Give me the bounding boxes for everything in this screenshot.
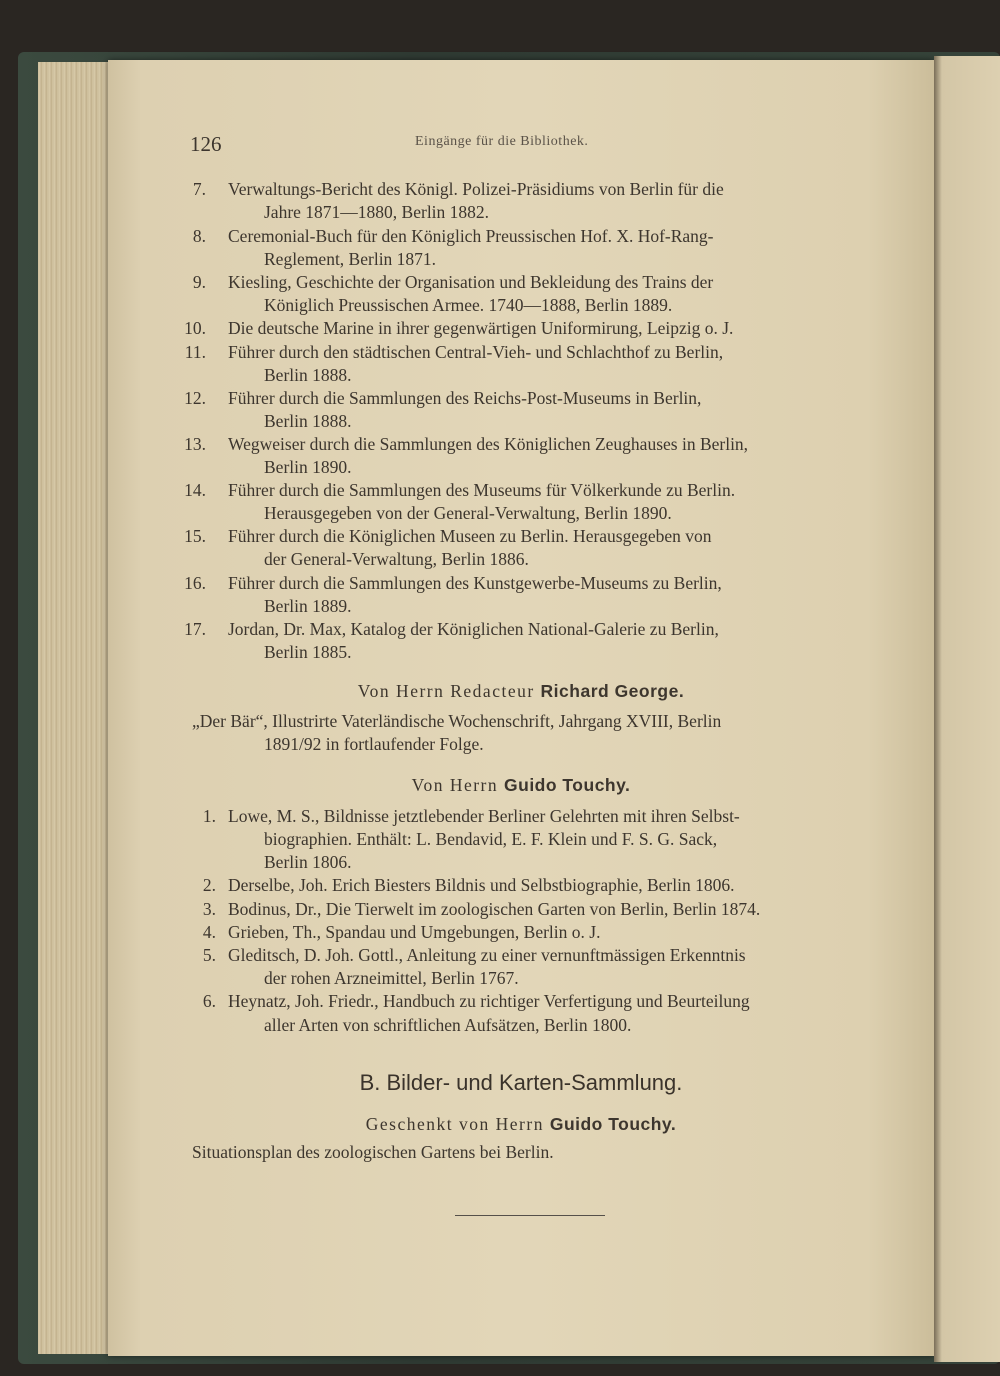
list-item-number: 4. — [202, 922, 216, 942]
list-item-number: 6. — [202, 991, 216, 1011]
list-item-line: Berlin 1890. — [264, 457, 352, 477]
list-item-line: Herausgegeben von der General-Verwaltung, Berlin 1890. — [264, 503, 672, 523]
donor-name: Richard George. — [540, 681, 685, 701]
list-item-line: Jordan, Dr. Max, Katalog der Königlichen National-Galerie zu Berlin, — [228, 619, 719, 639]
list-item-line: Berlin 1885. — [264, 642, 352, 662]
donor-heading-george — [108, 680, 934, 702]
donor-heading-touchy-2 — [108, 1113, 934, 1135]
list-item-number: 15. — [184, 526, 206, 546]
list-item-line: Jahre 1871—1880, Berlin 1882. — [264, 202, 490, 222]
list-item-line: Lowe, M. S., Bildnisse jetztlebender Berliner Gelehrten mit ihren Selbst- — [228, 806, 740, 826]
list-item-line: Grieben, Th., Spandau und Umgebungen, Berlin o. J. — [228, 922, 601, 942]
list-item-line: der rohen Arzneimittel, Berlin 1767. — [264, 968, 519, 988]
page-number: 126 — [190, 132, 222, 156]
list-item-line: Führer durch die Sammlungen des Reichs-Post-Museums in Berlin, — [228, 388, 702, 408]
section-heading: B. Bilder- und Karten-Sammlung. — [359, 1070, 683, 1095]
list-item-line: Die deutsche Marine in ihrer gegenwärtigen Uniformirung, Leipzig o. J. — [228, 318, 734, 338]
list-item-line: Berlin 1888. — [264, 411, 352, 431]
donor-name: Guido Touchy. — [549, 1114, 677, 1134]
donor-heading-touchy — [108, 774, 934, 796]
end-rule — [455, 1215, 605, 1216]
list-item-line: Wegweiser durch die Sammlungen des Königlichen Zeughauses in Berlin, — [228, 434, 749, 454]
donor-prefix: Von Herrn Redacteur — [357, 681, 541, 701]
list-item-line: Verwaltungs-Bericht des Königl. Polizei-Präsidiums von Berlin für die — [228, 179, 724, 199]
list-item-line: Reglement, Berlin 1871. — [264, 249, 437, 269]
list-item-number: 10. — [184, 318, 206, 338]
list-item-number: 13. — [184, 434, 206, 454]
list-item-number: 1. — [202, 806, 216, 826]
list-item-line: Berlin 1806. — [264, 852, 352, 872]
list-item-line: Führer durch die Sammlungen des Kunstgewerbe-Museums zu Berlin, — [228, 573, 722, 593]
list-item-line: Führer durch die Königlichen Museen zu Berlin. Herausgegeben von — [228, 526, 712, 546]
list-item-number: 14. — [184, 480, 206, 500]
list-item-line: Kiesling, Geschichte der Organisation und Bekleidung des Trains der — [228, 272, 714, 292]
list-item-number: 5. — [202, 945, 216, 965]
entry-situationsplan: Situationsplan des zoologischen Gartens bei Berlin. — [192, 1142, 554, 1162]
list-item-number: 7. — [192, 179, 206, 199]
list-item-number: 16. — [184, 573, 206, 593]
list-item-number: 17. — [184, 619, 206, 639]
list-item-line: Königlich Preussischen Armee. 1740—1888, Berlin 1889. — [264, 295, 673, 315]
list-item-number: 2. — [202, 875, 216, 895]
donor-name: Guido Touchy. — [504, 775, 631, 795]
donor-prefix: Geschenkt von Herrn — [365, 1114, 550, 1134]
list-item-number: 9. — [192, 272, 206, 292]
list-item-line: Berlin 1888. — [264, 365, 352, 385]
entry-baer-line: „Der Bär“, Illustrirte Vaterländische Wochenschrift, Jahrgang XVIII, Berlin — [192, 711, 722, 731]
entry-baer-line: 1891/92 in fortlaufender Folge. — [264, 734, 484, 754]
list-item-number: 12. — [184, 388, 206, 408]
list-item-line: Gleditsch, D. Joh. Gottl., Anleitung zu einer vernunftmässigen Erkenntnis — [228, 945, 746, 965]
list-item-line: Derselbe, Joh. Erich Biesters Bildnis und Selbstbiographie, Berlin 1806. — [228, 875, 735, 895]
list-item-line: biographien. Enthält: L. Bendavid, E. F. Klein und F. S. G. Sack, — [264, 829, 718, 849]
donor-prefix: Von Herrn — [411, 775, 505, 795]
running-title: Eingänge für die Bibliothek. — [415, 134, 589, 149]
list-item-line: Bodinus, Dr., Die Tierwelt im zoologischen Garten von Berlin, Berlin 1874. — [228, 899, 761, 919]
list-item-line: der General-Verwaltung, Berlin 1886. — [264, 549, 529, 569]
list-item-line: Führer durch den städtischen Central-Vieh- und Schlachthof zu Berlin, — [228, 342, 724, 362]
list-item-line: Heynatz, Joh. Friedr., Handbuch zu richtiger Verfertigung und Beurteilung — [228, 991, 750, 1011]
list-item-line: Führer durch die Sammlungen des Museums für Völkerkunde zu Berlin. — [228, 480, 736, 500]
list-item-number: 11. — [184, 342, 206, 362]
list-item-line: Berlin 1889. — [264, 596, 352, 616]
list-item-line: Ceremonial-Buch für den Königlich Preussischen Hof. X. Hof-Rang- — [228, 226, 714, 246]
list-item-number: 8. — [192, 226, 206, 246]
list-item-number: 3. — [202, 899, 216, 919]
list-item-line: aller Arten von schriftlichen Aufsätzen, Berlin 1800. — [264, 1015, 632, 1035]
